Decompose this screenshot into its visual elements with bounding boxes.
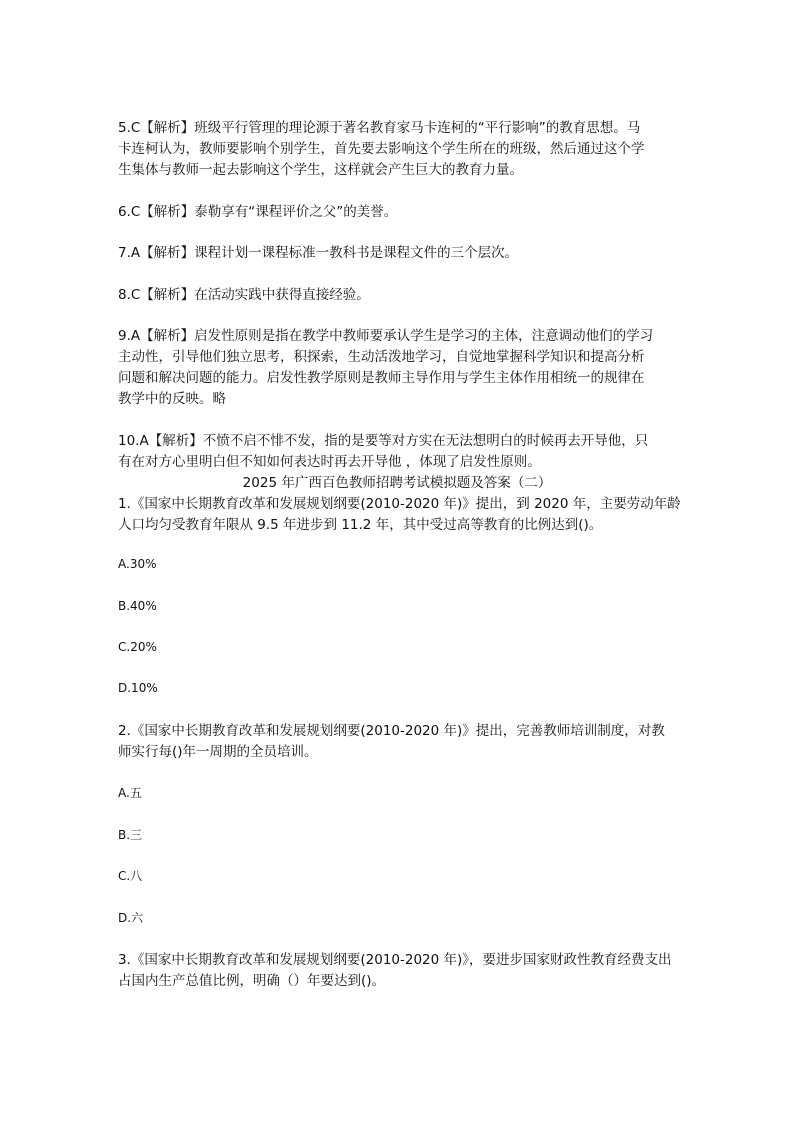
text-line: 1.《国家中长期教育改革和发展规划纲要(2010-2020 年)》提出，到 2020 年，主要劳动年龄	[118, 496, 681, 512]
question-1	[118, 494, 688, 536]
option: B.三	[118, 828, 143, 842]
option: D.10%	[118, 681, 158, 695]
answer-5	[118, 118, 688, 181]
option: A.五	[118, 786, 142, 800]
option: D.六	[118, 911, 144, 925]
text-line: 5.C【解析】班级平行管理的理论源于著名教育家马卡连柯的“平行影响”的教育思想。马	[118, 120, 641, 136]
answer-10	[118, 431, 688, 473]
text-line: 3.《国家中长期教育改革和发展规划纲要(2010-2020 年)》，要进步国家财政性教育经费支出	[118, 952, 672, 968]
text-line: 2.《国家中长期教育改革和发展规划纲要(2010-2020 年)》提出，完善教师培训制度，对教	[118, 723, 665, 739]
text-line: 人口均匀受教育年限从 9.5 年进步到 11.2 年，其中受过高等教育的比例达到()。	[118, 517, 603, 533]
text-line: 生集体与教师一起去影响这个学生，这样就会产生巨大的教育力量。	[118, 162, 523, 178]
text-line: 8.C【解析】在活动实践中获得直接经验。	[118, 287, 370, 303]
answer-8	[118, 285, 688, 306]
text-line: 有在对方心里明白但不知如何表达时再去开导他 ，体现了启发性原则。	[118, 454, 541, 470]
question-3	[118, 950, 688, 992]
text-line: 10.A【解析】不愤不启不悱不发，指的是要等对方实在无法想明白的时候再去开导他，只	[118, 433, 649, 449]
question-2	[118, 721, 688, 763]
text-line: 卡连柯认为，教师要影响个别学生，首先要去影响这个学生所在的班级，然后通过这个学	[118, 141, 645, 157]
option: C.20%	[118, 640, 157, 654]
option: B.40%	[118, 599, 157, 613]
text-line: 6.C【解析】泰勒享有“课程评价之父”的美誉。	[118, 204, 398, 220]
answer-9	[118, 326, 688, 410]
answer-6	[118, 202, 688, 223]
text-line: 7.A【解析】课程计划一课程标准一教科书是课程文件的三个层次。	[118, 245, 519, 261]
text-line: 问题和解决问题的能力。启发性教学原则是教师主导作用与学生主体作用相统一的规律在	[118, 370, 645, 386]
text-line: 占国内生产总值比例，明确（）年要达到()。	[118, 973, 386, 989]
section-title: 2025 年广西百色教师招聘考试模拟题及答案（二）	[242, 475, 552, 491]
answer-7	[118, 243, 688, 264]
text-line: 师实行每()年一周期的全员培训。	[118, 744, 318, 760]
text-line: 主动性，引导他们独立思考，积探索，生动活泼地学习，自觉地掌握科学知识和提高分析	[118, 349, 645, 365]
text-line: 教学中的反映。略	[118, 391, 226, 407]
option: A.30%	[118, 557, 157, 571]
text-line: 9.A【解析】启发性原则是指在教学中教师要承认学生是学习的主体，注意调动他们的学习	[118, 328, 654, 344]
option: C.八	[118, 869, 143, 883]
